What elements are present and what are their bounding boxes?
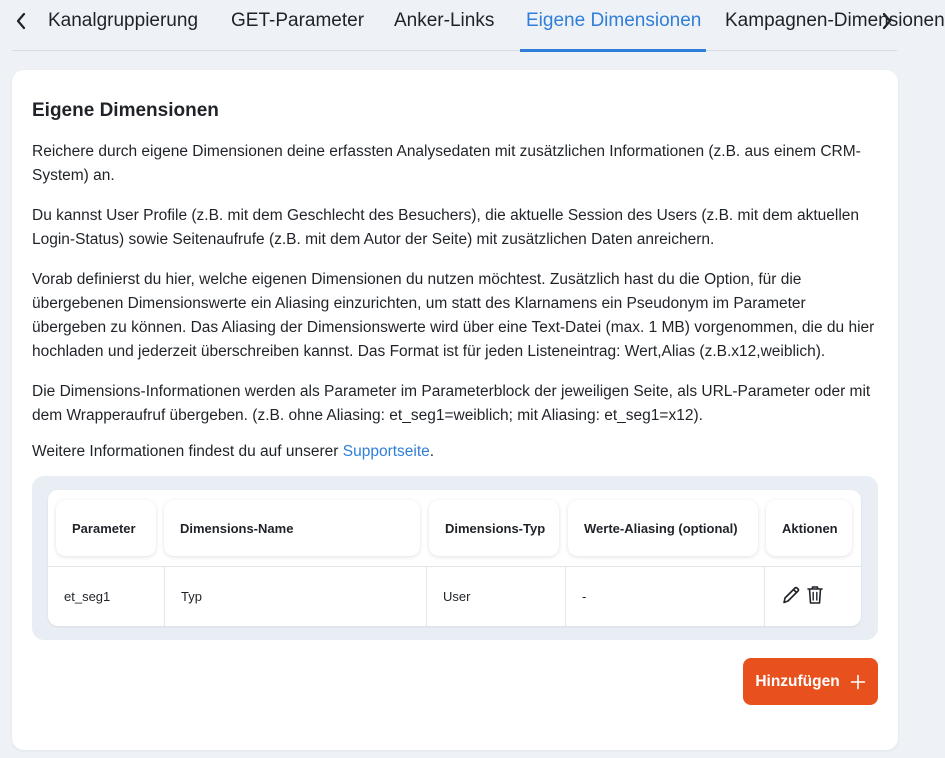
tab-anker-links[interactable]: Anker-Links [394, 10, 495, 31]
tab-get-parameter[interactable]: GET-Parameter [231, 10, 365, 31]
support-page-link[interactable]: Supportseite [342, 443, 430, 460]
profiles-paragraph: Du kannst User Profile (z.B. mit dem Geschlecht des Besuchers), die aktuelle Session des Users (z.B. mit dem aktuellen Login-Status) sowie Seitenaufrufe (z.B. mit dem Autor der Seite) mit zusätzlichen Daten anreichern. [32, 207, 860, 248]
transfer-paragraph: Die Dimensions-Informationen werden als Parameter im Parameterblock der jeweiligen Seite, als URL-Parameter oder mit dem Wrapperaufruf übergeben. (z.B. ohne Aliasing: et_seg1=weiblich; mit Aliasing: et_seg1=x12). [32, 383, 871, 424]
tab-overflow-clip [725, 0, 945, 48]
tab-eigene-dimensionen[interactable]: Eigene Dimensionen [526, 10, 702, 31]
column-header-parameter: Parameter [56, 500, 156, 556]
support-paragraph [32, 440, 882, 464]
cell-dimension-type: User [443, 588, 471, 604]
chevron-left-icon [15, 12, 27, 30]
add-dimension-button[interactable] [743, 658, 878, 705]
column-header-dimension-type: Dimensions-Typ [429, 500, 559, 556]
column-divider [426, 566, 427, 626]
dimensions-table [48, 490, 861, 626]
tab-bar-divider [12, 50, 897, 51]
column-header-actions: Aktionen [766, 500, 852, 556]
tab-kanalgruppierung[interactable]: Kanalgruppierung [48, 10, 199, 31]
active-tab-indicator [520, 49, 706, 52]
tab-scroll-left-button[interactable] [10, 7, 32, 35]
column-divider [764, 566, 765, 626]
aliasing-paragraph: Vorab definierst du hier, welche eigenen Dimensionen du nutzen möchtest. Zusätzlich hast du die Option, für die übergebenen Dimensionswerte ein Aliasing einzurichten, um statt des Klarnamens ein Pseudonym im Parameter übergeben zu können. Das Aliasing der Dimensionswerte wird über eine Text-Datei (max. 1 MB) vorgenommen, die du hier hochladen und jederzeit überschreiben kannst. Das Format ist für jeden Listeneintrag: Wert,Alias (z.B.x12,weiblich). [32, 271, 875, 360]
column-header-value-aliasing: Werte-Aliasing (optional) [568, 500, 758, 556]
support-text-prefix: Weitere Informationen findest du auf unserer [32, 443, 343, 460]
cell-dimension-name: Typ [181, 588, 202, 604]
column-divider [164, 566, 165, 626]
intro-paragraph: Reichere durch eigene Dimensionen deine erfassten Analysedaten mit zusätzlichen Informationen (z.B. aus einem CRM-System) an. [32, 143, 861, 184]
pencil-icon [781, 584, 801, 606]
cell-value-aliasing: - [582, 588, 587, 604]
section-title: Eigene Dimensionen [32, 100, 219, 121]
delete-button[interactable] [805, 584, 825, 606]
edit-button[interactable] [781, 584, 801, 606]
tab-bar [0, 0, 945, 52]
column-header-dimension-name: Dimensions-Name [164, 500, 420, 556]
support-text-suffix: . [429, 443, 435, 460]
tab-kampagnen-dimensionen[interactable]: Kampagnen-Dimensionen [725, 10, 945, 31]
cell-parameter: et_seg1 [64, 588, 111, 604]
tab-scroll-right-button[interactable] [876, 7, 898, 35]
column-divider [565, 566, 566, 626]
add-button-label: Hinzufügen [755, 672, 840, 690]
chevron-right-icon [881, 12, 893, 30]
plus-icon [850, 674, 866, 690]
custom-dimensions-card [12, 70, 898, 750]
dimensions-table-container [32, 476, 878, 640]
trash-icon [805, 584, 825, 606]
